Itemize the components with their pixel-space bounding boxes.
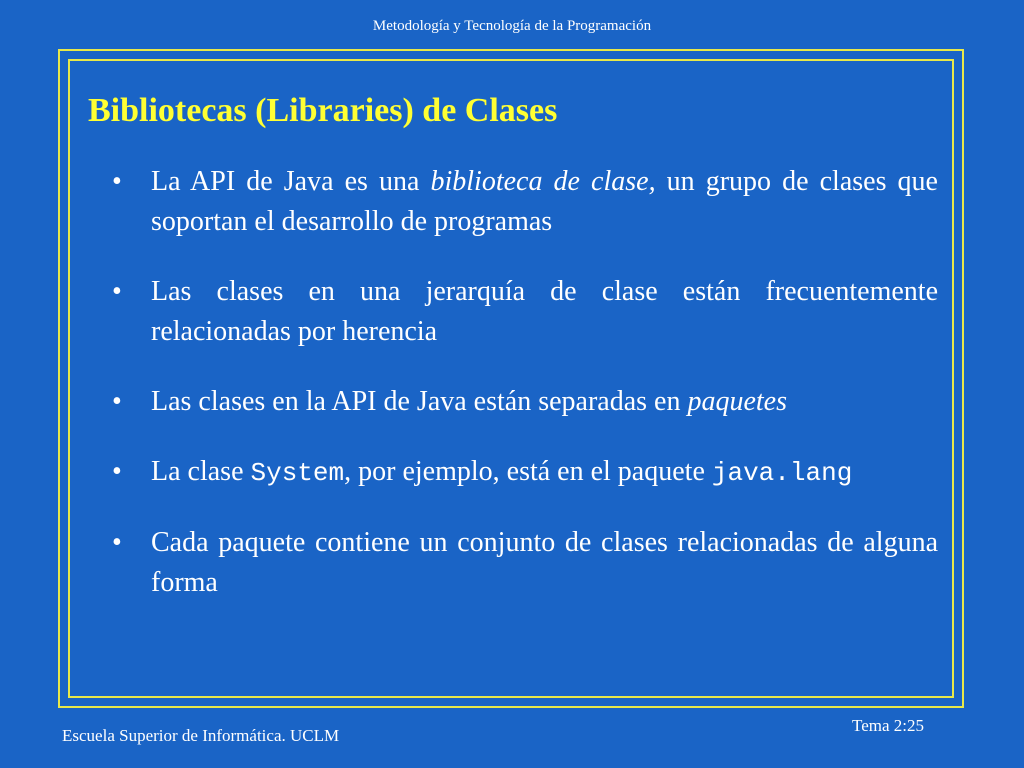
bullet-item [112,523,938,603]
bullet-icon: • [112,456,122,487]
code-java-lang: java.lang [711,458,853,488]
bullet-icon: • [112,386,122,417]
bullet-list [112,162,938,603]
bullet-text: un grupo de clases que soportan el desarrollo de programas [151,166,938,237]
bullet-text: Las clases en la API de Java están separadas en [151,386,688,417]
bullet-item [112,162,938,242]
footer-slide-number: Tema 2:25 [852,716,924,735]
bullet-emphasis: biblioteca de clase, [430,166,656,197]
bullet-text: , por ejemplo, está en el paquete [344,456,712,487]
bullet-item [112,382,938,422]
bullet-item [112,452,938,493]
bullet-text: Cada paquete contiene un conjunto de clases relacionadas de alguna forma [151,527,938,598]
bullet-text: La API de Java es una [151,166,431,197]
bullet-icon: • [112,166,122,197]
slide-title: Bibliotecas (Libraries) de Clases [88,92,558,129]
bullet-item [112,272,938,352]
footer-institution: Escuela Superior de Informática. UCLM [62,726,340,745]
bullet-icon: • [112,276,122,307]
bullet-text: Las clases en una jerarquía de clase están frecuentemente relacionadas por herencia [151,276,938,347]
course-header: Metodología y Tecnología de la Programación [372,18,652,34]
code-system: System [250,458,345,488]
bullet-emphasis: paquetes [687,386,787,417]
bullet-icon: • [112,527,122,558]
bullet-text: La clase [151,456,251,487]
